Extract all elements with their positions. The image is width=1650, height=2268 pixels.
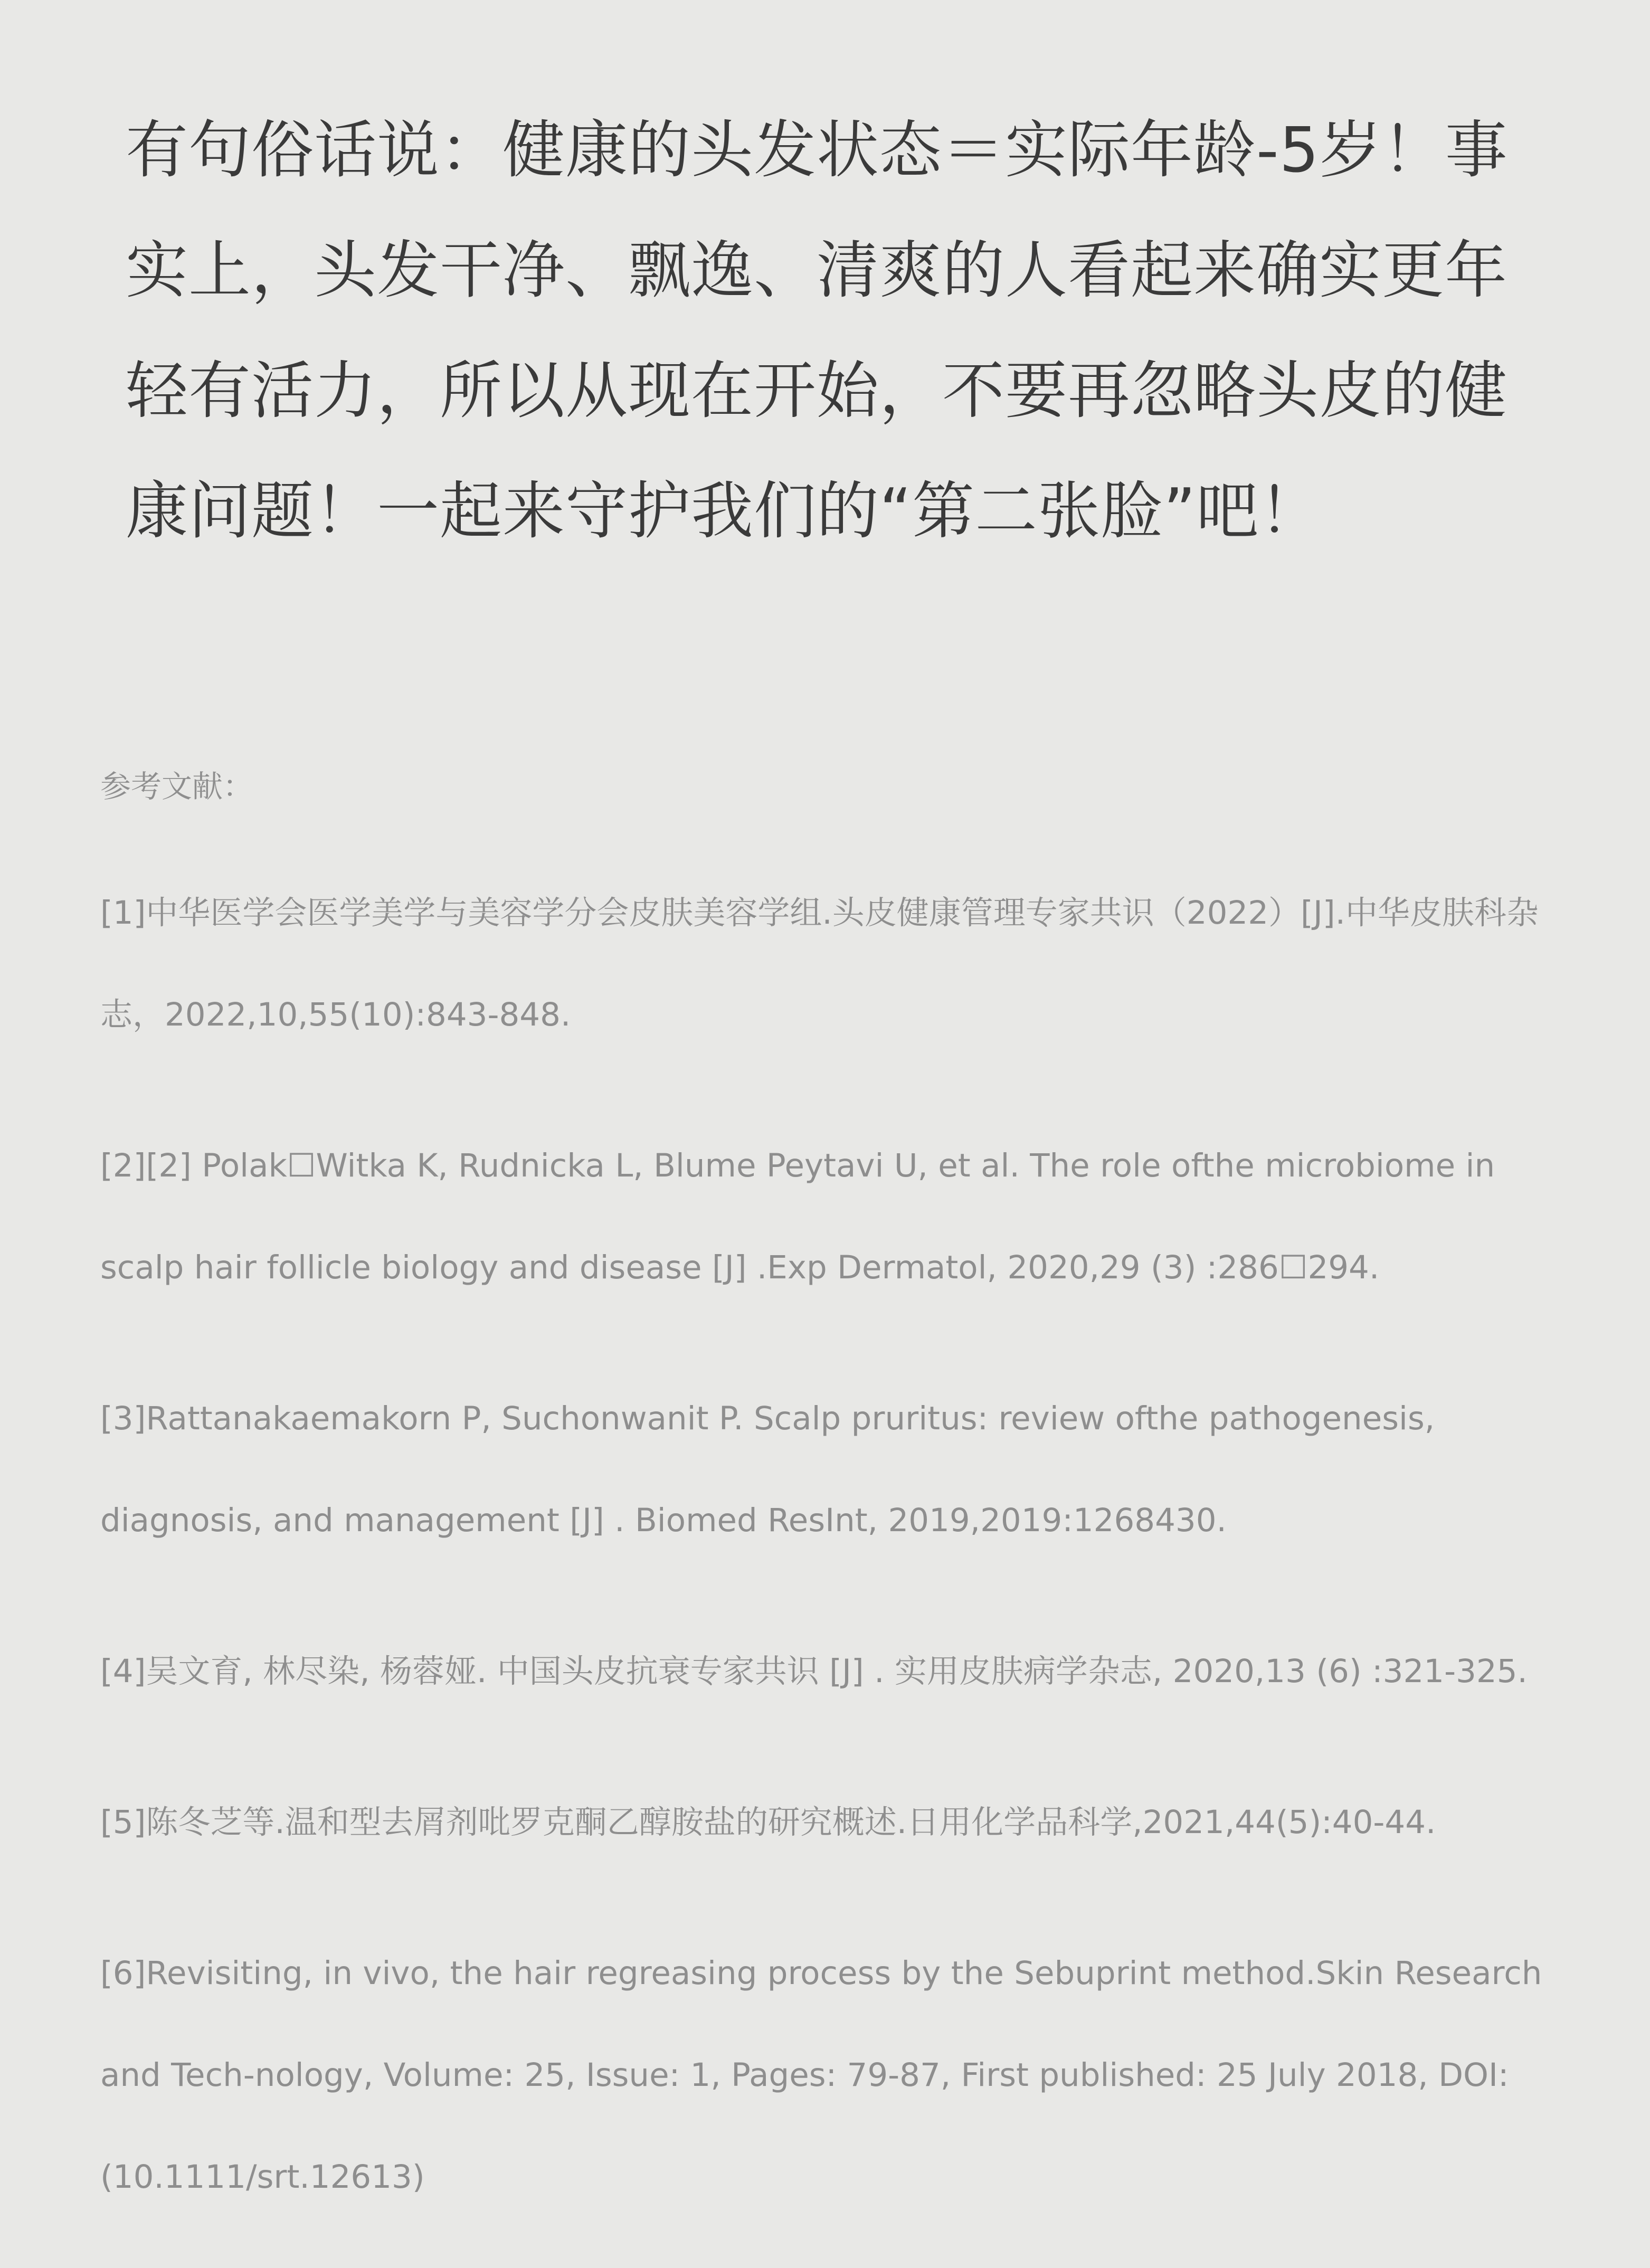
references-heading: 参考文献： [100, 768, 254, 804]
intro-paragraph: 有句俗话说：健康的头发状态＝实际年龄-5岁！事实上，头发干净、飘逸、清爽的人看起来确实更年轻有活力，所以从现在开始，不要再忽略头皮的健康问题！一起来守护我们的“第二张脸”吧！ [126, 113, 1508, 547]
reference-item-2: [2][2] Polak☐Witka K, Rudnicka L, Blume Peytavi U, et al. The role ofthe microbiome in scalp hair follicle biology and disease [J] .Exp Dermatol, 2020,29 (3) :286☐294. [100, 1147, 1495, 1286]
references-section [100, 760, 1552, 2228]
reference-item-4: [4]吴文育, 林尽染, 杨蓉娅. 中国头皮抗衰专家共识 [J] . 实用皮肤病学杂志, 2020,13 (6) :321-325. [100, 1653, 1528, 1690]
reference-item-3: [3]Rattanakaemakorn P, Suchonwanit P. Scalp pruritus: review ofthe pathogenesis, diagnosis, and management [J] . Biomed ResInt, 2019,2019:1268430. [100, 1400, 1435, 1539]
reference-item-6: [6]Revisiting, in vivo, the hair regreasing process by the Sebuprint method.Skin Research and Tech-nology, Volume: 25, Issue: 1, Pages: 79-87, First published: 25 July 2018, DOI: (10.1111/srt.12613) [100, 1954, 1542, 2196]
reference-item-5: [5]陈冬芝等.温和型去屑剂吡罗克酮乙醇胺盐的研究概述.日用化学品科学,2021,44(5):40-44. [100, 1804, 1436, 1841]
reference-item-1: [1]中华医学会医学美学与美容学分会皮肤美容学组.头皮健康管理专家共识（2022）[J].中华皮肤科杂志，2022,10,55(10):843-848. [100, 894, 1539, 1033]
reference-list [100, 862, 1552, 2228]
